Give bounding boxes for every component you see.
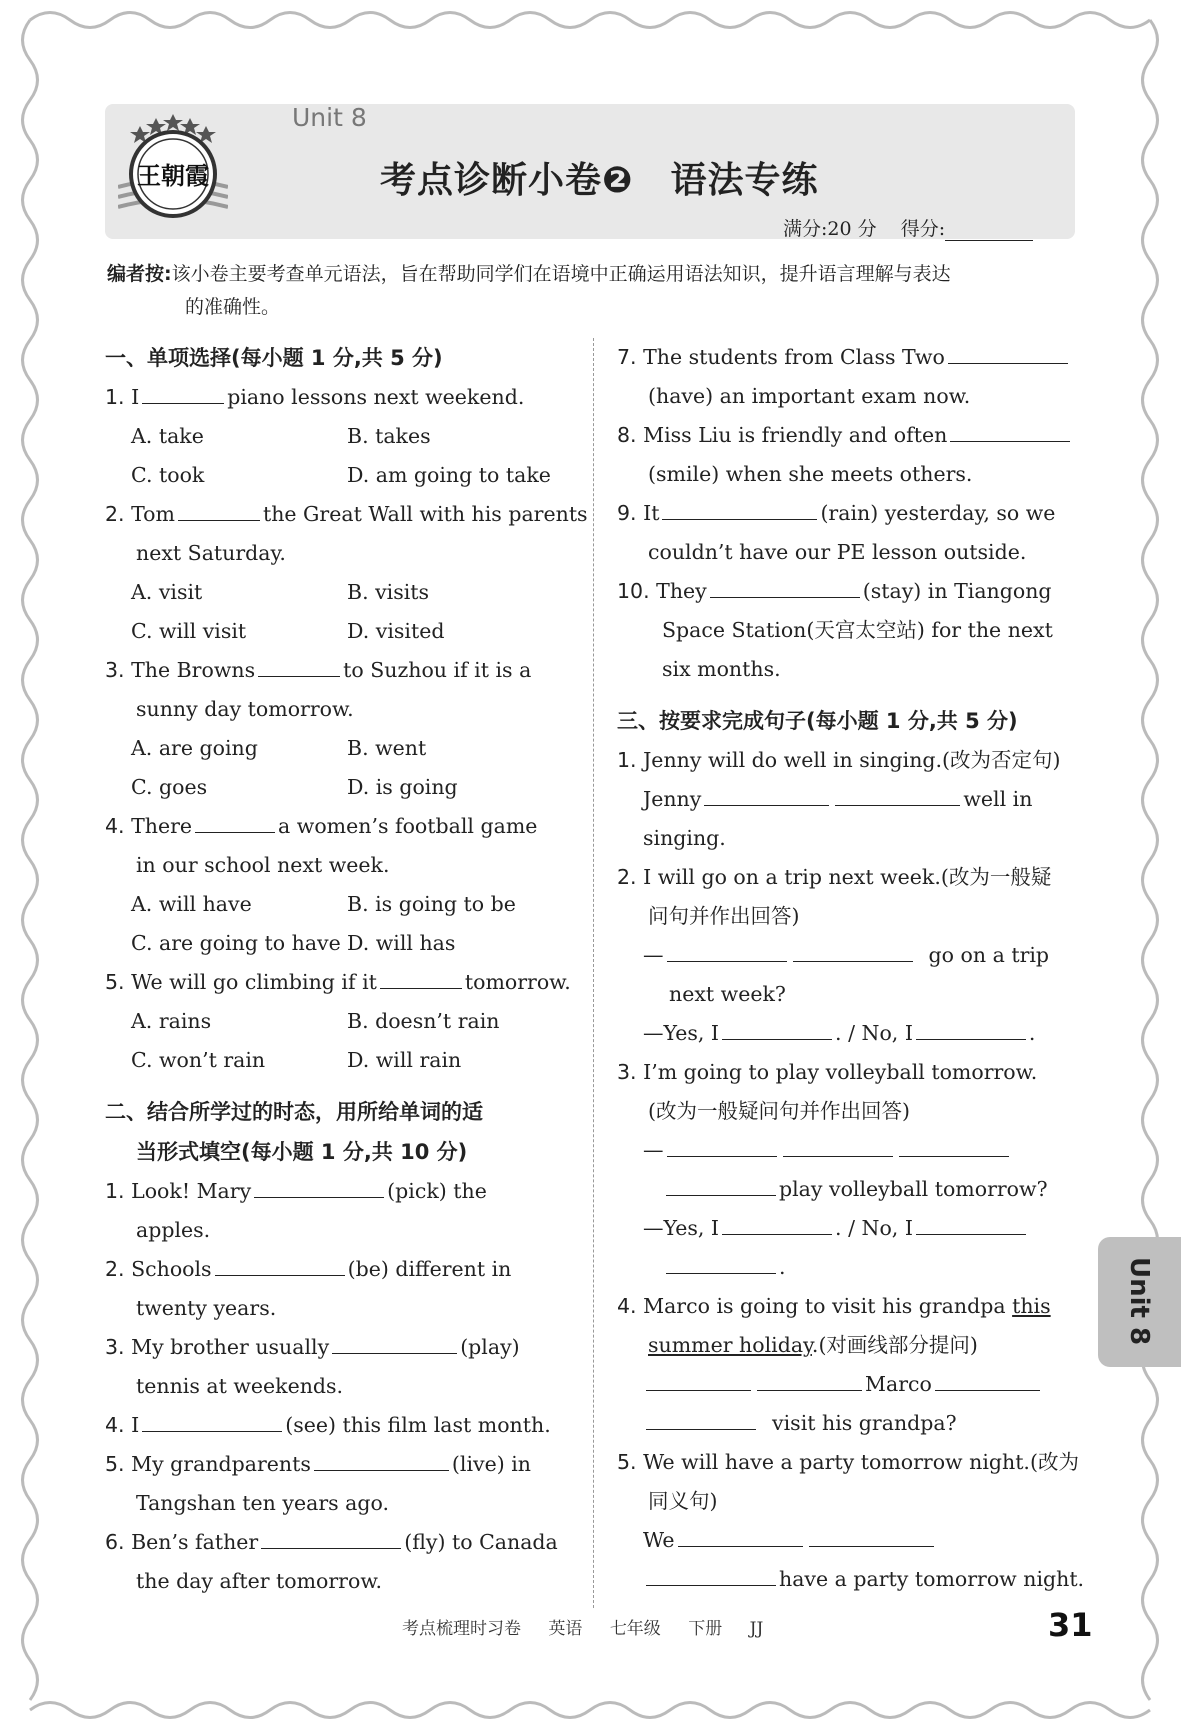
s1-q3: 3. The Browns to Suzhou if it is a bbox=[105, 651, 575, 690]
s3-q4-underlined: summer holiday bbox=[648, 1333, 812, 1357]
s2-q6: 6. Ben’s father (fly) to Canada bbox=[105, 1523, 575, 1562]
s2-q3: 3. My brother usually (play) bbox=[105, 1328, 575, 1367]
s1-q5-option-b[interactable]: B. doesn’t rain bbox=[347, 1009, 500, 1033]
answer-blank[interactable] bbox=[835, 783, 960, 806]
s1-q3-option-b[interactable]: B. went bbox=[347, 736, 427, 760]
s1-q2-option-d[interactable]: D. visited bbox=[347, 619, 445, 643]
s2-q1: 1. Look! Mary (pick) the bbox=[105, 1172, 575, 1211]
footer-book: 考点梳理时习卷 bbox=[402, 1619, 521, 1639]
s3-q1-l2b: well in bbox=[963, 787, 1033, 811]
answer-blank[interactable] bbox=[678, 1524, 803, 1547]
answer-blank[interactable] bbox=[380, 966, 462, 989]
s2-q1-cont: apples. bbox=[136, 1218, 211, 1242]
s2-q2: 2. Schools (be) different in bbox=[105, 1250, 575, 1289]
s3-q1: 1. Jenny will do well in singing.(改为否定句) bbox=[617, 748, 1061, 772]
answer-blank[interactable] bbox=[261, 1526, 401, 1549]
footer-grade: 七年级 bbox=[609, 1619, 661, 1639]
footer bbox=[402, 1614, 785, 1639]
answer-blank[interactable] bbox=[757, 1368, 862, 1391]
s2-q10-cont2: six months. bbox=[662, 657, 781, 681]
section3-title: 三、按要求完成句子(每小题 1 分,共 5 分) bbox=[617, 709, 1018, 733]
s3-q5-l3: We bbox=[643, 1528, 675, 1552]
s1-q2: 2. Tom the Great Wall with his parents bbox=[105, 495, 575, 534]
s3-q2: 2. I will go on a trip next week.(改为一般疑 bbox=[617, 865, 1052, 889]
s1-q3-cont: sunny day tomorrow. bbox=[136, 697, 354, 721]
footer-subject: 英语 bbox=[548, 1619, 583, 1639]
s3-q3-l6: . bbox=[779, 1255, 786, 1279]
answer-blank[interactable] bbox=[948, 341, 1068, 364]
answer-blank[interactable] bbox=[195, 810, 275, 833]
s1-q2-cont: next Saturday. bbox=[136, 541, 286, 565]
answer-blank[interactable] bbox=[783, 1134, 893, 1157]
section2-title-line2: 当形式填空(每小题 1 分,共 10 分) bbox=[136, 1140, 468, 1164]
footer-term: 下册 bbox=[688, 1619, 723, 1639]
left-column bbox=[105, 338, 588, 1601]
s1-q4-option-d[interactable]: D. will has bbox=[347, 931, 456, 955]
s3-q2-l3a: — bbox=[643, 943, 664, 967]
s1-q1-option-c[interactable]: C. took bbox=[131, 463, 205, 487]
s2-q8-cont: (smile) when she meets others. bbox=[648, 462, 973, 486]
answer-blank[interactable] bbox=[710, 575, 860, 598]
s2-q5: 5. My grandparents (live) in bbox=[105, 1445, 575, 1484]
s3-q4: 4. Marco is going to visit his grandpa this bbox=[617, 1294, 1051, 1318]
page-number: 31 bbox=[1048, 1606, 1093, 1644]
s2-q9: 9. It (rain) yesterday, so we bbox=[617, 494, 1077, 533]
footer-edition: JJ bbox=[749, 1619, 764, 1639]
s1-q1: 1. I piano lessons next weekend. bbox=[105, 378, 575, 417]
score-blank[interactable] bbox=[945, 222, 1033, 241]
s1-q3-option-d[interactable]: D. is going bbox=[347, 775, 458, 799]
page-title: 考点诊断小卷❷ 语法专练 bbox=[380, 160, 819, 201]
s1-q3-option-a[interactable]: A. are going bbox=[131, 736, 258, 760]
answer-blank[interactable] bbox=[667, 1134, 777, 1157]
answer-blank[interactable] bbox=[258, 654, 340, 677]
s3-q3: 3. I’m going to play volleyball tomorrow. bbox=[617, 1060, 1038, 1084]
s3-q2-l5c: . bbox=[1028, 1021, 1036, 1045]
answer-blank[interactable] bbox=[215, 1253, 345, 1276]
s1-q5-option-d[interactable]: D. will rain bbox=[347, 1048, 462, 1072]
right-column bbox=[617, 338, 1085, 1599]
s2-q8: 8. Miss Liu is friendly and often bbox=[617, 416, 1077, 455]
answer-blank[interactable] bbox=[704, 783, 829, 806]
s3-q5-l2: 同义句) bbox=[648, 1489, 718, 1513]
s2-q9-cont: couldn’t have our PE lesson outside. bbox=[648, 540, 1027, 564]
answer-blank[interactable] bbox=[332, 1331, 457, 1354]
section1-title: 一、单项选择(每小题 1 分,共 5 分) bbox=[105, 346, 443, 370]
editor-note-line2: 的准确性。 bbox=[185, 296, 281, 318]
s1-q1-option-a[interactable]: A. take bbox=[131, 424, 204, 448]
s3-q3-l5a: —Yes, I bbox=[643, 1216, 720, 1240]
s2-q7: 7. The students from Class Two bbox=[617, 338, 1077, 377]
editor-note-label: 编者按: bbox=[107, 263, 172, 285]
s2-q4: 4. I (see) this film last month. bbox=[105, 1406, 575, 1445]
answer-blank[interactable] bbox=[950, 419, 1070, 442]
s3-q1-l2a: Jenny bbox=[643, 787, 702, 811]
score-line bbox=[783, 214, 1033, 241]
answer-blank[interactable] bbox=[809, 1524, 934, 1547]
s1-q4-option-c[interactable]: C. are going to have bbox=[131, 931, 341, 955]
s2-q10-cont1: Space Station(天宫太空站) for the next bbox=[662, 618, 1053, 642]
section2-title-line1: 二、结合所学过的时态，用所给单词的适 bbox=[105, 1100, 483, 1124]
s3-q3-l5b: . / No, I bbox=[835, 1216, 913, 1240]
s1-q1-option-d[interactable]: D. am going to take bbox=[347, 463, 551, 487]
unit-tab-label: Unit 8 bbox=[292, 103, 367, 132]
answer-blank[interactable] bbox=[899, 1134, 1009, 1157]
s3-q4-l2tail: .(对画线部分提问) bbox=[811, 1333, 978, 1357]
answer-blank[interactable] bbox=[662, 497, 817, 520]
s1-q4-cont: in our school next week. bbox=[136, 853, 390, 877]
s3-q4-l3: Marco bbox=[865, 1372, 932, 1396]
s2-q6-cont: the day after tomorrow. bbox=[136, 1569, 382, 1593]
answer-blank[interactable] bbox=[314, 1448, 449, 1471]
s3-q1-l3: singing. bbox=[643, 826, 726, 850]
s1-q2-option-c[interactable]: C. will visit bbox=[131, 619, 247, 643]
s1-q3-option-c[interactable]: C. goes bbox=[131, 775, 208, 799]
answer-blank[interactable] bbox=[646, 1563, 776, 1586]
score-label: 得分: bbox=[900, 218, 946, 240]
answer-blank[interactable] bbox=[722, 1017, 832, 1040]
s2-q10: 10. They (stay) in Tiangong bbox=[617, 572, 1077, 611]
answer-blank[interactable] bbox=[178, 498, 260, 521]
side-unit-tab-label: Unit 8 bbox=[1124, 1257, 1154, 1346]
answer-blank[interactable] bbox=[916, 1212, 1026, 1235]
answer-blank[interactable] bbox=[254, 1175, 384, 1198]
s1-q2-option-a[interactable]: A. visit bbox=[131, 580, 203, 604]
s3-q3-l3: — bbox=[643, 1138, 664, 1162]
answer-blank[interactable] bbox=[142, 1409, 282, 1432]
s1-q4-option-a[interactable]: A. will have bbox=[131, 892, 252, 916]
s3-q2-l2: 问句并作出回答) bbox=[648, 904, 800, 928]
answer-blank[interactable] bbox=[666, 1173, 776, 1196]
answer-blank[interactable] bbox=[722, 1212, 832, 1235]
s1-q5-option-a[interactable]: A. rains bbox=[131, 1009, 212, 1033]
full-score: 满分:20 分 bbox=[783, 218, 877, 240]
s2-q2-cont: twenty years. bbox=[136, 1296, 277, 1320]
publisher-logo bbox=[118, 112, 228, 237]
s1-q5: 5. We will go climbing if it tomorrow. bbox=[105, 963, 575, 1002]
answer-blank[interactable] bbox=[667, 939, 787, 962]
svg-text:王朝霞: 王朝霞 bbox=[137, 161, 209, 190]
s1-q2-option-b[interactable]: B. visits bbox=[347, 580, 430, 604]
answer-blank[interactable] bbox=[142, 381, 224, 404]
s3-q2-l5a: —Yes, I bbox=[643, 1021, 720, 1045]
answer-blank[interactable] bbox=[646, 1407, 756, 1430]
s3-q3-l2: (改为一般疑问句并作出回答) bbox=[648, 1099, 910, 1123]
answer-blank[interactable] bbox=[916, 1017, 1026, 1040]
answer-blank[interactable] bbox=[666, 1251, 776, 1274]
answer-blank[interactable] bbox=[935, 1368, 1040, 1391]
s1-q4: 4. There a women’s football game bbox=[105, 807, 575, 846]
answer-blank[interactable] bbox=[646, 1368, 751, 1391]
s2-q3-cont: tennis at weekends. bbox=[136, 1374, 344, 1398]
s3-q5-l4: have a party tomorrow night. bbox=[779, 1567, 1085, 1591]
s3-q3-l4: play volleyball tomorrow? bbox=[779, 1177, 1048, 1201]
s2-q7-cont: (have) an important exam now. bbox=[648, 384, 971, 408]
s3-q4-l4: visit his grandpa? bbox=[772, 1411, 957, 1435]
s3-q2-l4: next week? bbox=[669, 982, 786, 1006]
answer-blank[interactable] bbox=[793, 939, 913, 962]
s2-q5-cont: Tangshan ten years ago. bbox=[136, 1491, 389, 1515]
editor-note-line1: 该小卷主要考查单元语法，旨在帮助同学们在语境中正确运用语法知识，提升语言理解与表达 bbox=[171, 263, 951, 285]
s3-q5: 5. We will have a party tomorrow night.(改为 bbox=[617, 1450, 1079, 1474]
editor-note bbox=[107, 258, 1077, 324]
s3-q2-l5b: . / No, I bbox=[835, 1021, 913, 1045]
side-unit-tab bbox=[1098, 1237, 1181, 1367]
s1-q5-option-c[interactable]: C. won’t rain bbox=[131, 1048, 266, 1072]
column-divider bbox=[593, 338, 594, 1608]
s3-q2-l3b: go on a trip bbox=[928, 943, 1050, 967]
s1-q1-option-b[interactable]: B. takes bbox=[347, 424, 431, 448]
s1-q4-option-b[interactable]: B. is going to be bbox=[347, 892, 516, 916]
